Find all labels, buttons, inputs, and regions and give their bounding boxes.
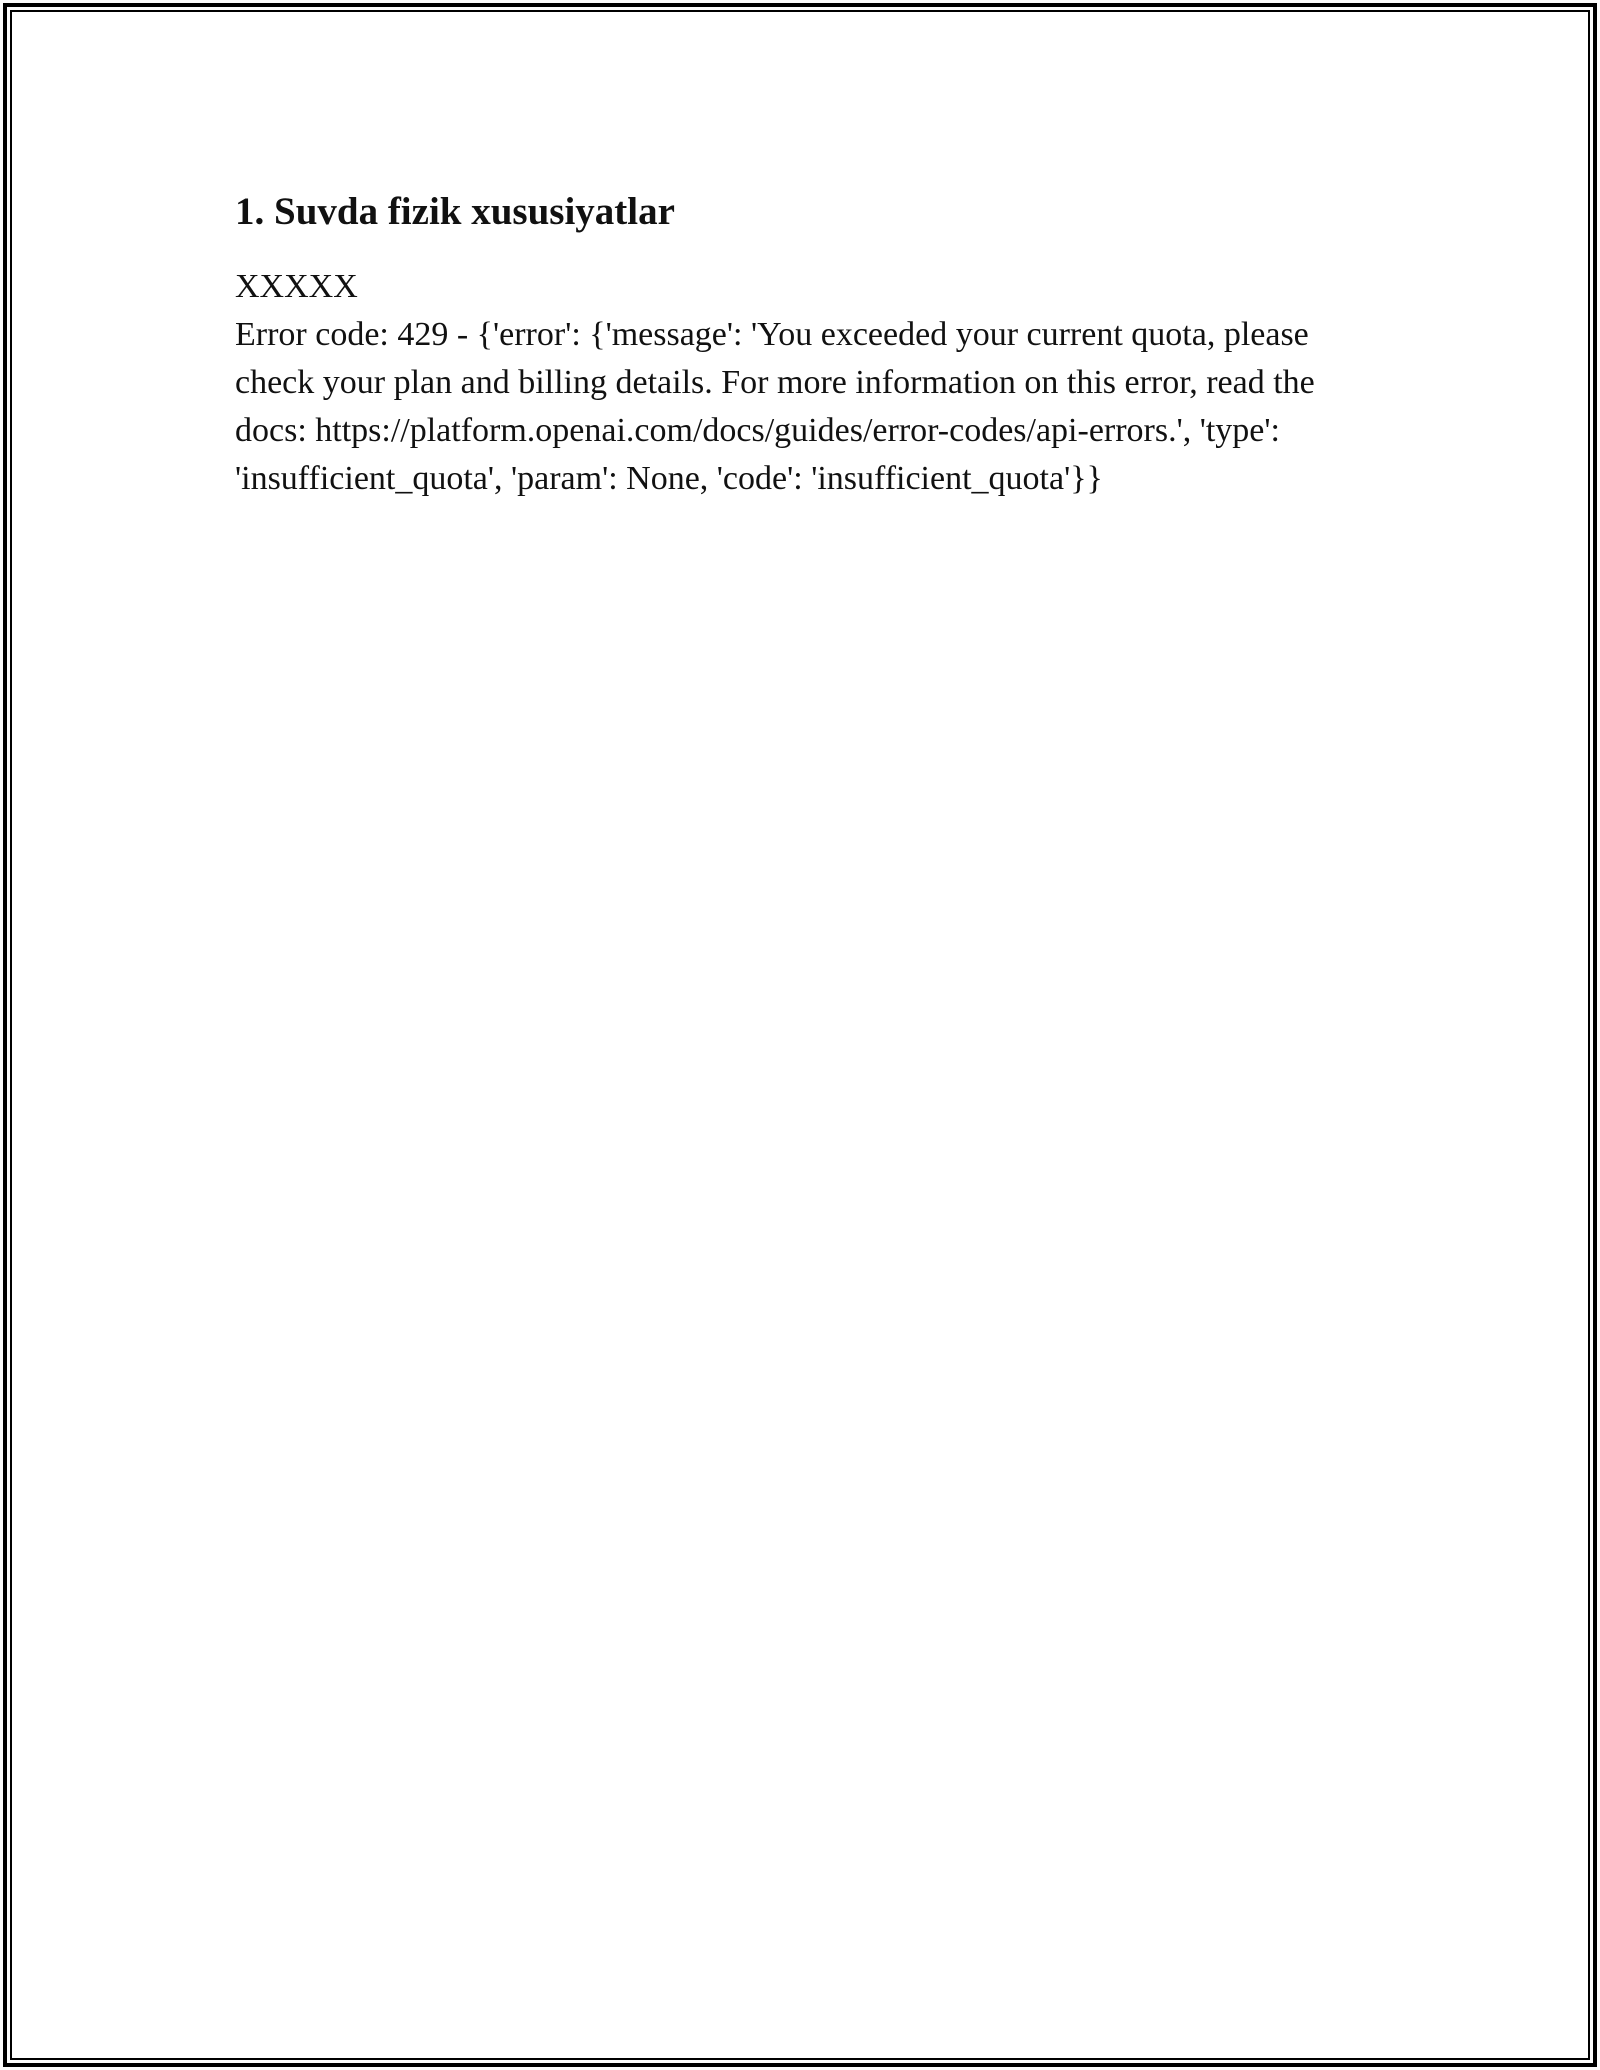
section-heading: 1. Suvda fizik xususiyatlar [235, 190, 675, 233]
placeholder-text: XXXXX [235, 268, 358, 305]
document-body [235, 187, 1325, 503]
error-message: Error code: 429 - {'error': {'message': 'You exceeded your current quota, please check your plan and billing details. For more information on this error, read the docs: https://platform.openai.com/docs/guides/error-codes/api-errors.', 'type': 'insufficient_quota', 'param': None, 'code': 'insufficient_quota'}} [235, 316, 1315, 497]
